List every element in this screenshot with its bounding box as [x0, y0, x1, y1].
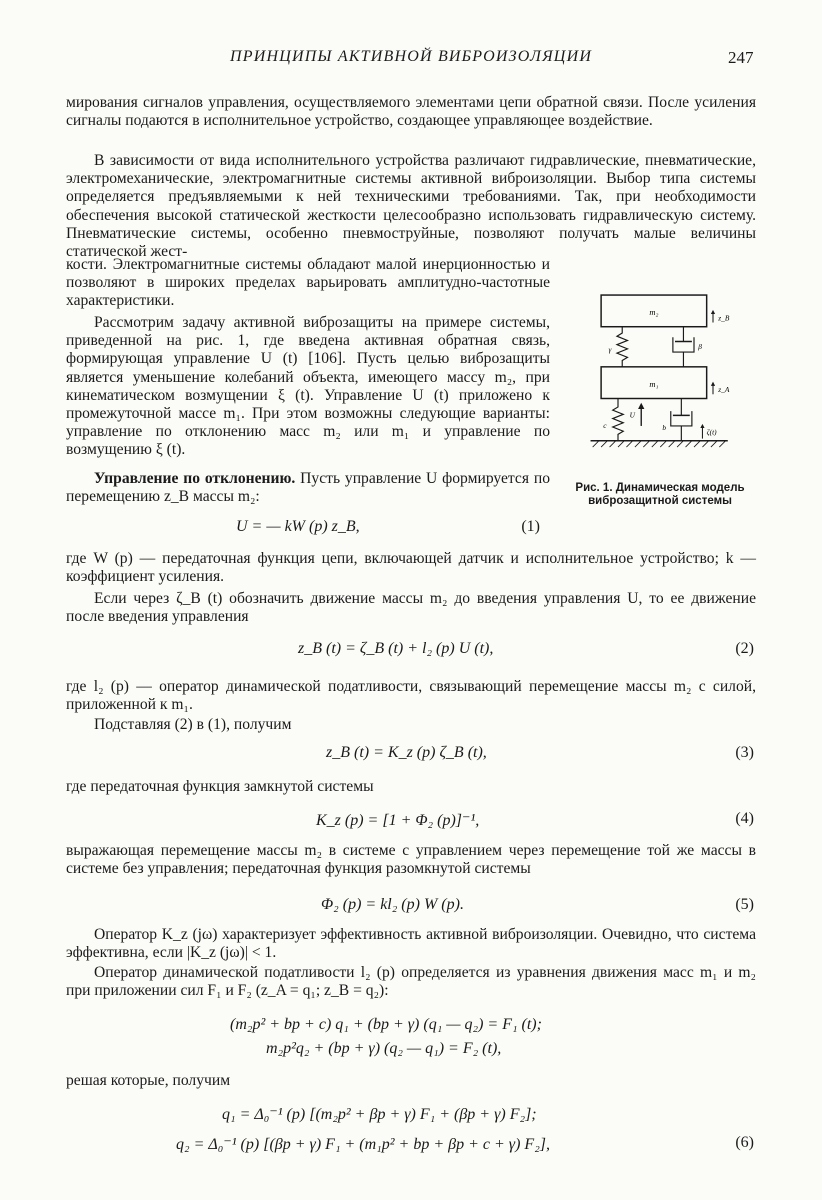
gamma-label: γ — [608, 345, 612, 355]
equation-6a — [66, 1016, 754, 1038]
equation-6a-formula: (m₂p² + bp + c) q₁ + (bp + γ) (q₁ — q₂) = F₁ (t); — [230, 1016, 542, 1033]
paragraph-13: решая которые, получим — [66, 1072, 231, 1089]
zA-label: z_A — [718, 385, 730, 395]
c-label: c — [603, 421, 607, 431]
paragraph-9: где передаточная функция замкнутой системы — [66, 778, 374, 795]
paragraph-3: Рассмотрим задачу активной виброзащиты на примере системы, приведенной на рис. 1, где введена активная обратная связь, формирующая управление U (t) [106]. Пусть целью виброзащиты является уменьшение колебаний объекта, имеющего массу m₂, при кинематическом возмущении ξ (t). Управление U (t) приложено к промежуточной массе m₁. При этом возможны следующие варианты: управление по отклонению масс m₂ или m₁ и управление по возмущению ξ (t). — [66, 314, 550, 459]
equation-7a — [66, 1104, 754, 1126]
U-label: U — [629, 410, 635, 420]
xi-label: ζ(t) — [706, 427, 717, 437]
zB-label: z_B — [718, 313, 730, 323]
equation-7b-formula: q₂ = Δ₀⁻¹ (p) [(βp + γ) F₁ + (m₁p² + bp + βp + c + γ) F₂], — [176, 1136, 550, 1153]
paragraph-4 — [66, 470, 550, 506]
paragraph-5: где W (p) — передаточная функция цепи, включающей датчик и исполнительное устройство; k — коэффициент усиления. — [66, 550, 756, 586]
equation-6b-formula: m₂p²q₂ + (bp + γ) (q₂ — q₁) = F₂ (t), — [266, 1040, 502, 1057]
paragraph-1: мирования сигналов управления, осуществляемого элементами цепи обратной связи. После усиления сигналы подаются в исполнительное устройство, создающее управляющее воздействие. — [66, 94, 756, 130]
equation-5 — [66, 896, 754, 918]
page-number: 247 — [728, 48, 754, 67]
zA-arrowhead — [711, 382, 715, 386]
ground-hatching — [593, 441, 726, 447]
equation-1 — [66, 518, 754, 540]
paragraph-11: Оператор K_z (jω) характеризует эффективность активной виброизоляции. Очевидно, что система эффективна, если |K_z (jω)| < 1. — [66, 926, 756, 962]
equation-5-formula: Φ₂ (p) = kl₂ (p) W (p). — [321, 896, 464, 913]
header-title: ПРИНЦИПЫ АКТИВНОЙ ВИБРОИЗОЛЯЦИИ — [230, 48, 593, 65]
paragraph-10: выражающая перемещение массы m₂ в системе с управлением через перемещение той же массы в системе без управления; передаточная функция разомкнутой системы — [66, 842, 756, 878]
equation-3 — [66, 744, 754, 766]
paragraph-2: В зависимости от вида исполнительного устройства различают гидравлические, пневматические, электромеханические, электромагнитные системы активной виброизоляции. Выбор типа системы определяется предъявляемыми к ней техническими требованиями. Так, при необходимости обеспечения высокой статической жесткости целесообразно использовать гидравлическую систему. Пневматические системы, особенно пневмоструйные, позволяют получать малые величины статической жест- — [66, 152, 756, 261]
figure-caption: Рис. 1. Динамическая модель виброзащитной системы — [575, 482, 745, 507]
spring-c — [613, 399, 624, 441]
equation-3-formula: z_B (t) = K_z (p) ζ_B (t), — [326, 744, 487, 761]
equation-2-number: (2) — [735, 640, 754, 657]
paragraph-4-text: Пусть управление U формируется по перемещению z_B массы m₂: — [66, 470, 550, 506]
equation-4-formula: K_z (p) = [1 + Φ₂ (p)]⁻¹, — [316, 812, 480, 829]
xi-arrowhead — [700, 424, 704, 428]
paragraph-7: где l₂ (p) — оператор динамической податливости, связывающий перемещение массы m₂ с силой, приложенной к m₁. — [66, 678, 756, 714]
paragraph-6: Если через ζ_B (t) обозначить движение массы m₂ до введения управления U, то ее движение после введения управления — [66, 590, 756, 626]
equation-3-number: (3) — [735, 744, 754, 761]
equation-6b — [66, 1040, 754, 1062]
paragraph-8: Подставляя (2) в (1), получим — [94, 716, 292, 733]
spring-gamma — [617, 327, 628, 367]
running-header — [0, 48, 822, 72]
equation-4 — [66, 810, 754, 832]
paragraph-12: Оператор динамической податливости l₂ (p) определяется из уравнения движения масс m₁ и m₂ при приложении сил F₁ и F₂ (z_A = q₁; z_B = q₂): — [66, 964, 756, 1000]
b-label: b — [662, 423, 667, 433]
equation-5-number: (5) — [735, 896, 754, 913]
equation-7-number: (6) — [735, 1134, 754, 1151]
zB-arrowhead — [711, 310, 715, 314]
equation-2-formula: z_B (t) = ζ_B (t) + l₂ (p) U (t), — [298, 640, 494, 657]
dynamic-model-figure — [580, 264, 770, 476]
equation-2 — [66, 640, 754, 662]
beta-label: β — [698, 341, 702, 351]
equation-7b — [66, 1134, 754, 1156]
mass-m1-label: m₁ — [649, 378, 659, 389]
equation-7a-formula: q₁ = Δ₀⁻¹ (p) [(m₂p² + βp + γ) F₁ + (βp + γ) F₂]; — [222, 1106, 537, 1123]
paragraph-2b: кости. Электромагнитные системы обладают малой инерционностью и позволяют в широких пределах варьировать амплитудно-частотные характеристики. — [66, 256, 550, 310]
force-U-arrowhead — [638, 403, 644, 409]
section-heading: Управление по отклонению. — [94, 470, 296, 487]
equation-1-number: (1) — [521, 518, 540, 535]
mass-m2-label: m₂ — [649, 307, 659, 318]
equation-4-number: (4) — [735, 810, 754, 827]
equation-1-formula: U = — kW (p) z_B, — [236, 518, 360, 535]
